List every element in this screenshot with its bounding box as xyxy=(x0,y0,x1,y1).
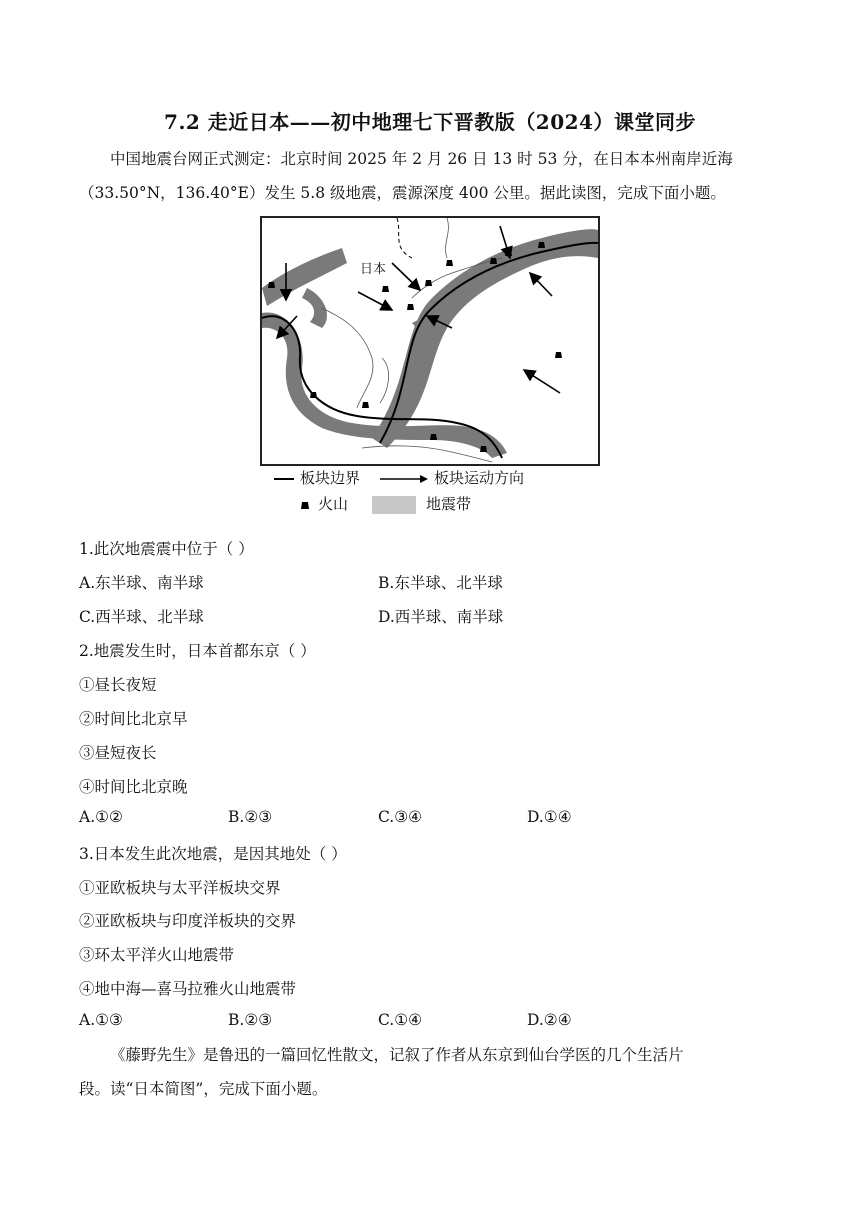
question-1-stem: 1.此次地震震中位于（ ） xyxy=(79,540,254,558)
q2-option-c[interactable]: C.③④ xyxy=(378,808,423,826)
arrow-icon xyxy=(380,473,428,485)
q1-option-a[interactable]: A.东半球、南半球 xyxy=(79,574,204,592)
q2-item-2: ②时间比北京早 xyxy=(79,710,188,728)
q2-item-4: ④时间比北京晚 xyxy=(79,778,188,796)
plate-map-svg xyxy=(262,218,598,464)
q3-option-d[interactable]: D.②④ xyxy=(527,1011,572,1029)
q2-option-b[interactable]: B.②③ xyxy=(228,808,273,826)
legend-boundary xyxy=(274,467,360,488)
legend-seismic-belt xyxy=(372,493,471,514)
q3-option-c[interactable]: C.①④ xyxy=(378,1011,423,1029)
q3-item-1: ①亚欧板块与太平洋板块交界 xyxy=(79,879,281,897)
second-intro-line-2: 段。读“日本简图”，完成下面小题。 xyxy=(79,1080,328,1098)
q2-item-3: ③昼短夜长 xyxy=(79,744,157,762)
q3-item-4: ④地中海—喜马拉雅火山地震带 xyxy=(79,980,297,998)
question-3-stem: 3.日本发生此次地震，是因其地处（ ） xyxy=(79,845,347,863)
q1-option-d[interactable]: D.西半球、南半球 xyxy=(378,608,504,626)
q3-option-a[interactable]: A.①③ xyxy=(79,1011,123,1029)
seismic-belt-swatch xyxy=(372,496,416,514)
q3-option-b[interactable]: B.②③ xyxy=(228,1011,273,1029)
page-title: 7.2 走近日本——初中地理七下晋教版（2024）课堂同步 xyxy=(164,110,696,134)
dashed-boundary xyxy=(397,218,412,258)
seismic-belt-shapes xyxy=(262,229,598,458)
legend-direction-label: 板块运动方向 xyxy=(434,469,525,487)
boundary-line-icon xyxy=(274,478,294,480)
q2-option-d[interactable]: D.①④ xyxy=(527,808,572,826)
map-legend xyxy=(260,466,600,522)
q1-option-b[interactable]: B.东半球、北半球 xyxy=(378,574,503,592)
legend-boundary-label: 板块边界 xyxy=(300,469,361,487)
intro-paragraph-line-1: 中国地震台网正式测定：北京时间 2025 年 2 月 26 日 13 时 53 分，在日本本州南岸近海 xyxy=(110,150,733,168)
intro-paragraph-line-2: （33.50°N，136.40°E）发生 5.8 级地震，震源深度 400 公里。据此读图，完成下面小题。 xyxy=(79,184,726,202)
volcano-icon xyxy=(300,500,310,510)
question-2-stem: 2.地震发生时，日本首都东京（ ） xyxy=(79,642,316,660)
plate-map xyxy=(260,216,600,466)
legend-seismic-belt-label: 地震带 xyxy=(426,495,472,513)
q2-option-a[interactable]: A.①② xyxy=(79,808,123,826)
q3-item-3: ③环太平洋火山地震带 xyxy=(79,946,235,964)
q1-option-c[interactable]: C.西半球、北半球 xyxy=(79,608,204,626)
q2-item-1: ①昼长夜短 xyxy=(79,676,157,694)
second-intro-line-1: 《藤野先生》是鲁迅的一篇回忆性散文，记叙了作者从东京到仙台学医的几个生活片 xyxy=(110,1046,684,1064)
legend-direction xyxy=(380,467,524,488)
legend-volcano xyxy=(300,493,348,514)
q3-item-2: ②亚欧板块与印度洋板块的交界 xyxy=(79,912,297,930)
legend-volcano-label: 火山 xyxy=(318,495,349,513)
japan-label: 日本 xyxy=(360,261,387,276)
